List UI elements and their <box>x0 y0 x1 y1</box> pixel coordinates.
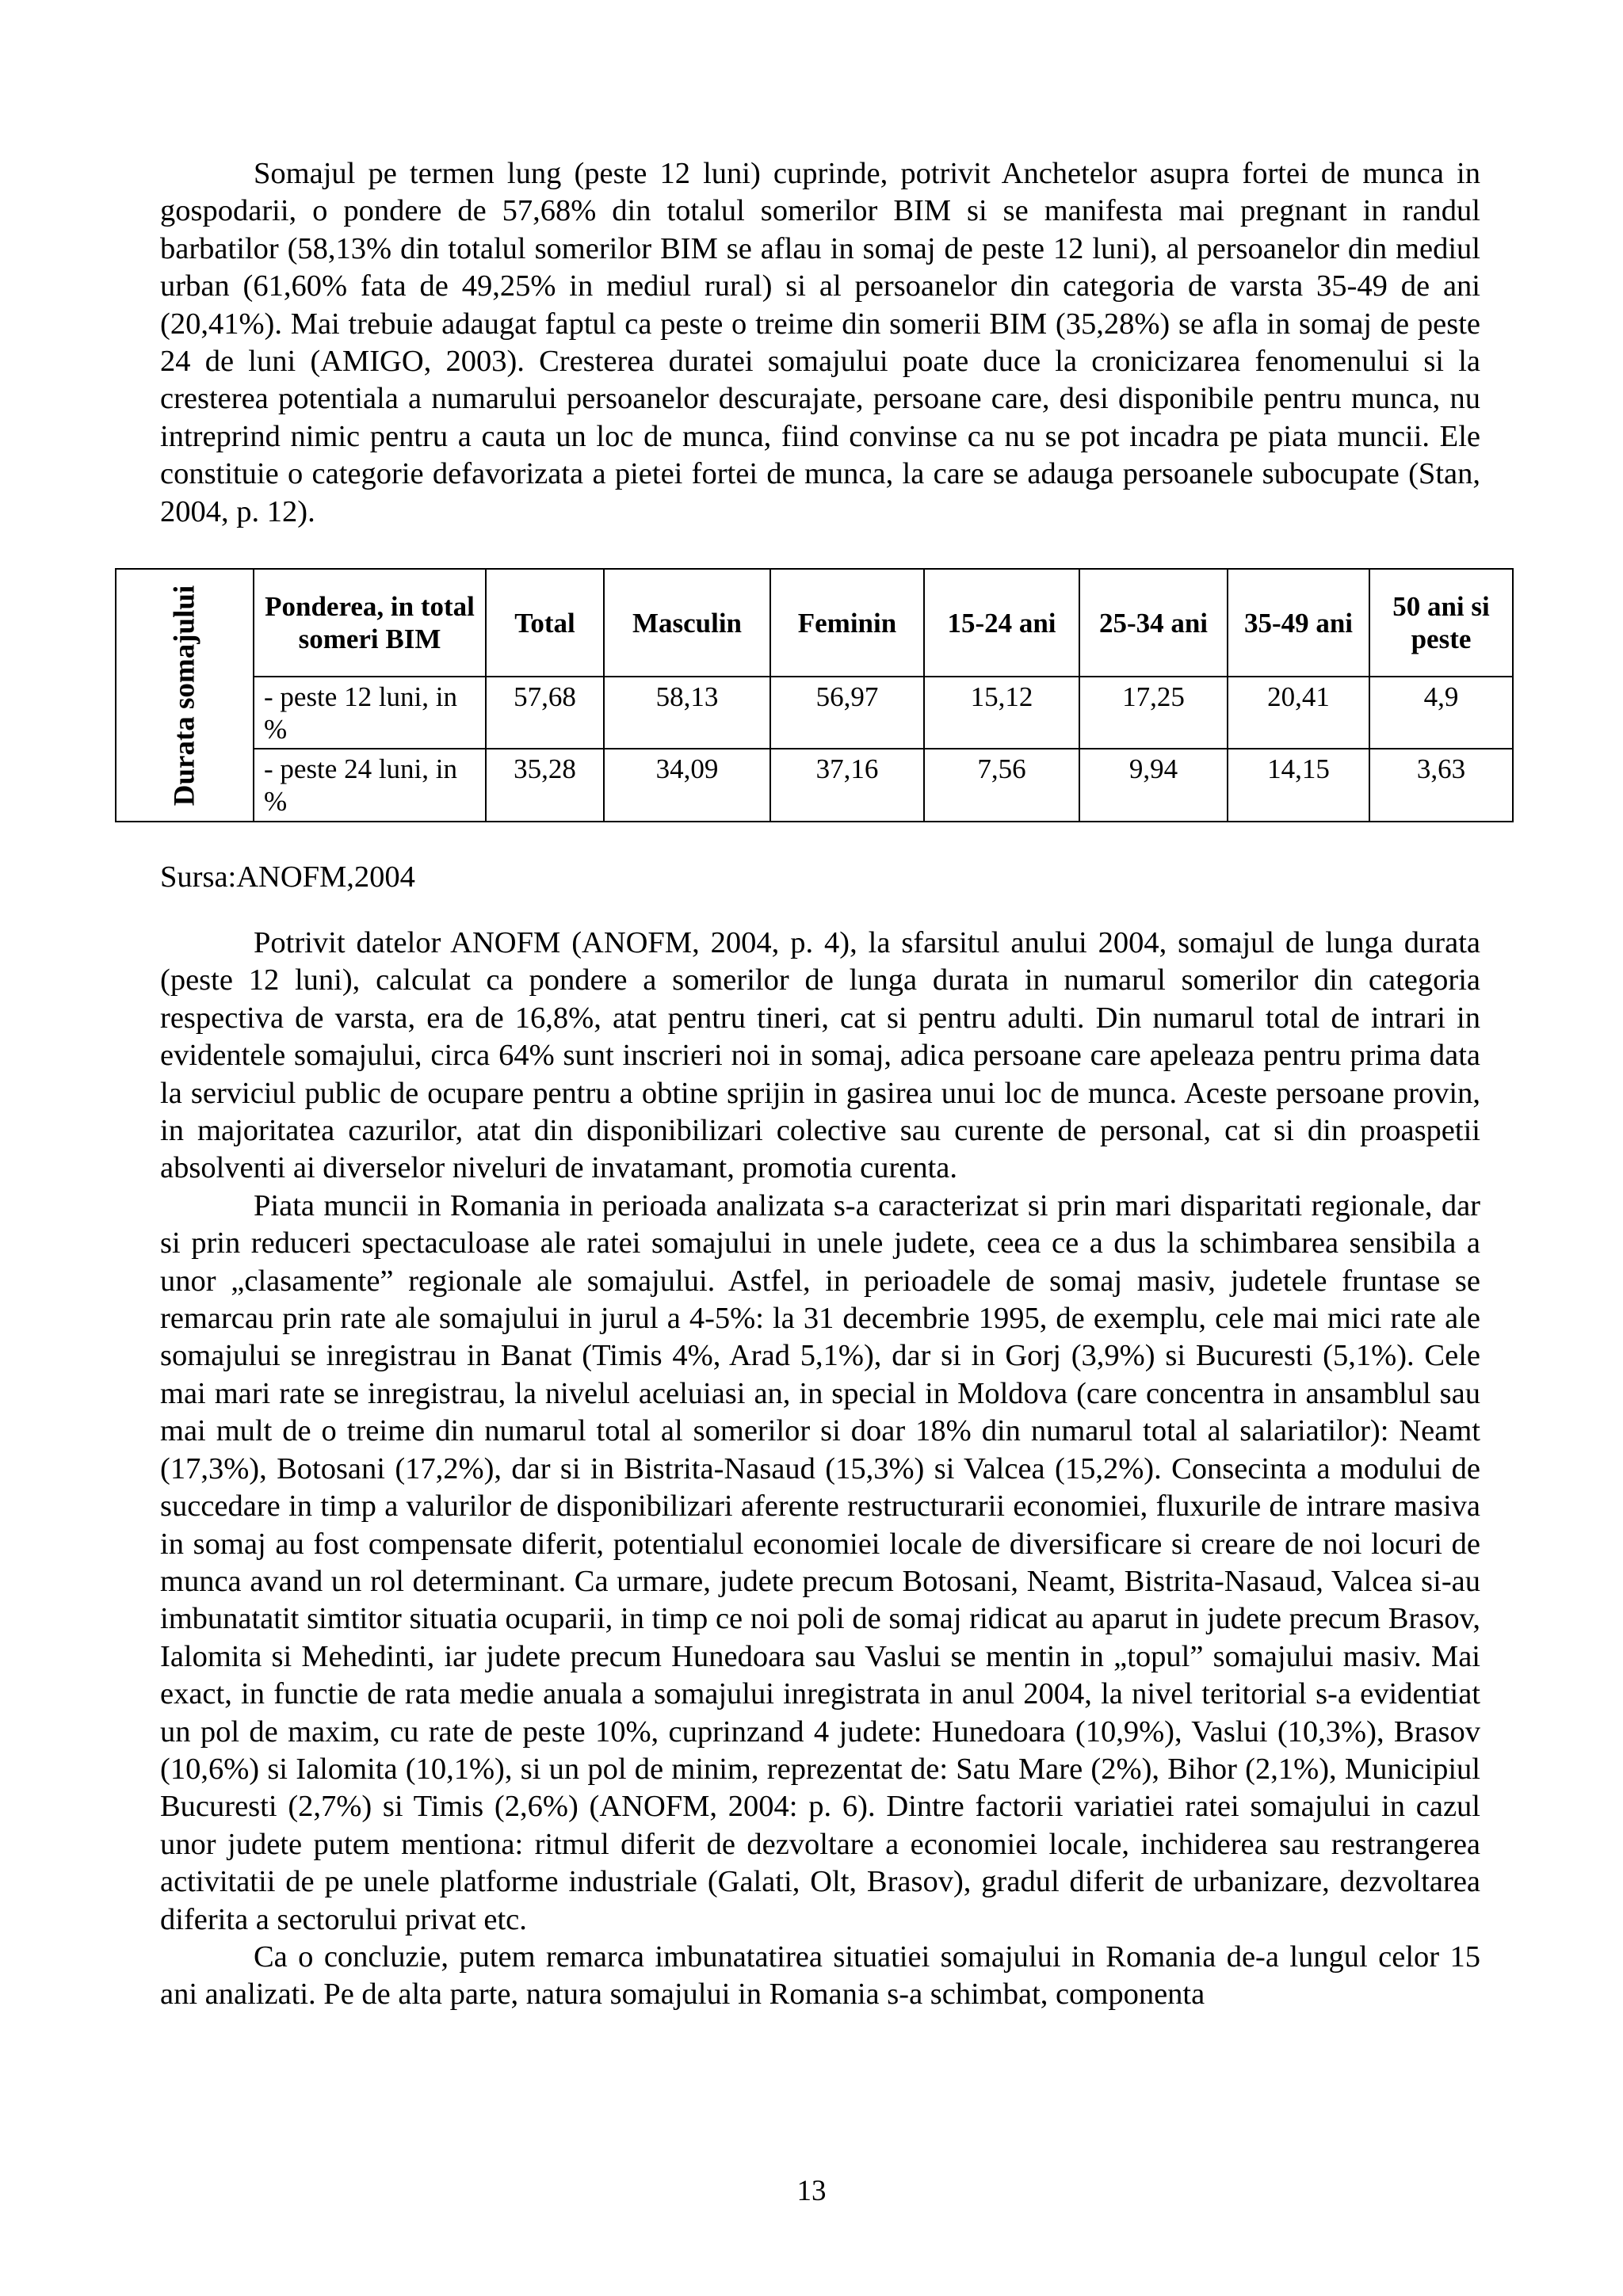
table-cell: 34,09 <box>604 749 770 822</box>
table-cell: 7,56 <box>924 749 1079 822</box>
table-cell: 9,94 <box>1079 749 1228 822</box>
table-side-label: Durata somajului <box>168 585 201 806</box>
table-row-label: - peste 24 luni, in % <box>254 749 486 822</box>
paragraph-long-term-unemployment: Somajul pe termen lung (peste 12 luni) cuprinde, potrivit Anchetelor asupra fortei de munca in gospodarii, o pondere de 57,68% din totalul somerilor BIM si se manifesta mai pregnant in randul barbatilor (58,13% din totalul somerilor BIM se aflau in somaj de peste 12 luni), al persoanelor din mediul urban (61,60% fata de 49,25% in mediul rural) si al persoanelor din categoria de varsta 35-49 de ani (20,41%). Mai trebuie adaugat faptul ca peste o treime din somerii BIM (35,28%) se afla in somaj de peste 24 de luni (AMIGO, 2003). Cresterea duratei somajului poate duce la cronicizarea fenomenului si la cresterea potentiala a numarului persoanelor descurajate, persoane care, desi disponibile pentru munca, nu intreprind nimic pentru a cauta un loc de munca, fiind convinse ca nu se pot incadra pe piata muncii. Ele constituie o categorie defavorizata a pietei fortei de munca, la care se adauga persoanele subocupate (Stan, 2004, p. 12). <box>160 157 1480 528</box>
table-cell: 14,15 <box>1228 749 1369 822</box>
table-cell: 57,68 <box>486 677 604 749</box>
table-header-35-49: 35-49 ani <box>1228 569 1369 677</box>
paragraph-regional-disparities: Piata muncii in Romania in perioada analizata s-a caracterizat si prin mari disparitati regionale, dar si prin reduceri spectaculoase ale ratei somajului in unele judete, ceea ce a dus la schimbarea sensibila a unor „clasamente” regionale ale somajului. Astfel, in perioadele de somaj masiv, judetele fruntase se remarcau prin rate ale somajului in jurul a 4-5%: la 31 decembrie 1995, de exemplu, cele mai mici rate ale somajului se inregistrau in Banat (Timis 4%, Arad 5,1%), dar si in Gorj (3,9%) si Bucuresti (5,1%). Cele mai mari rate se inregistrau, la nivelul aceluiasi an, in special in Moldova (care concentra in ansamblul sau mai mult de o treime din numarul total al somerilor si doar 18% din numarul total al salariatilor): Neamt (17,3%), Botosani (17,2%), dar si in Bistrita-Nasaud (15,3%) si Valcea (15,2%). Consecinta a modului de succedare in timp a valurilor de disponibilizari aferente restructurarii economiei, fluxurile de intrare masiva in somaj au fost compensate diferit, potentialul economiei locale de diversificare si creare de noi locuri de munca avand un rol determinant. Ca urmare, judete precum Botosani, Neamt, Bistrita-Nasaud, Valcea si-au imbunatatit simtitor situatia ocuparii, in timp ce noi poli de somaj ridicat au aparut in judete precum Brasov, Ialomita si Mehedinti, iar judete precum Hunedoara sau Vaslui se mentin in „topul” somajului masiv. Mai exact, in functie de rata medie anuala a somajului inregistrata in anul 2004, la nivel teritorial s-a evidentiat un pol de maxim, cu rate de peste 10%, cuprinzand 4 judete: Hunedoara (10,9%), Vaslui (10,3%), Brasov (10,6%) si Ialomita (10,1%), si un pol de minim, reprezentat de: Satu Mare (2%), Bihor (2,1%), Municipiul Bucuresti (2,7%) si Timis (2,6%) (ANOFM, 2004: p. 6). Dintre factorii variatiei ratei somajului in cazul unor judete putem mentiona: ritmul diferit de dezvoltare a economiei locale, inchiderea sau restrangerea activitatii de pe unele platforme industriale (Galati, Olt, Brasov), gradul diferit de urbanizare, dezvoltarea diferita a sectorului privat etc. <box>160 1188 1480 1936</box>
table-header-total: Total <box>486 569 604 677</box>
table-cell: 15,12 <box>924 677 1079 749</box>
table-header-ponderea: Ponderea, in total someri BIM <box>254 569 486 677</box>
table-header-row <box>116 569 1513 677</box>
table-cell: 37,16 <box>770 749 924 822</box>
table-cell: 35,28 <box>486 749 604 822</box>
table-side-label-cell <box>116 569 254 822</box>
table-cell: 4,9 <box>1369 677 1513 749</box>
table-row <box>116 749 1513 822</box>
table-header-feminin: Feminin <box>770 569 924 677</box>
table-header-25-34: 25-34 ani <box>1079 569 1228 677</box>
table-header-15-24: 15-24 ani <box>924 569 1079 677</box>
page-body-bottom <box>160 925 1480 2014</box>
table-row <box>116 677 1513 749</box>
table-cell: 17,25 <box>1079 677 1228 749</box>
table-cell: 56,97 <box>770 677 924 749</box>
paragraph-anofm-data: Potrivit datelor ANOFM (ANOFM, 2004, p. 4), la sfarsitul anului 2004, somajul de lunga durata (peste 12 luni), calculat ca pondere a somerilor de lunga durata in numarul somerilor din categoria respectiva de varsta, era de 16,8%, atat pentru tineri, cat si pentru adulti. Din numarul total de intrari in evidentele somajului, circa 64% sunt inscrieri noi in somaj, adica persoane care apeleaza pentru prima data la serviciul public de ocupare pentru a obtine sprijin in gasirea unui loc de munca. Aceste persoane provin, in majoritatea cazurilor, atat din disponibilizari colective sau curente de personal, cat si din proaspetii absolventi ai diverselor niveluri de invatamant, promotia curenta. <box>160 926 1480 1185</box>
table-header-50-plus: 50 ani si peste <box>1369 569 1513 677</box>
paragraph-conclusion: Ca o concluzie, putem remarca imbunatatirea situatiei somajului in Romania de-a lungul celor 15 ani analizati. Pe de alta parte, natura somajului in Romania s-a schimbat, componenta <box>160 1939 1480 2012</box>
page-body-top <box>160 155 1480 531</box>
table-cell: 3,63 <box>1369 749 1513 822</box>
page-number: 13 <box>796 2175 827 2207</box>
table-cell: 20,41 <box>1228 677 1369 749</box>
unemployment-duration-table <box>115 568 1514 822</box>
table-cell: 58,13 <box>604 677 770 749</box>
unemployment-duration-table-wrapper <box>115 568 1512 822</box>
table-header-masculin: Masculin <box>604 569 770 677</box>
table-row-label: - peste 12 luni, in % <box>254 677 486 749</box>
table-source-note: Sursa:ANOFM,2004 <box>160 860 415 894</box>
